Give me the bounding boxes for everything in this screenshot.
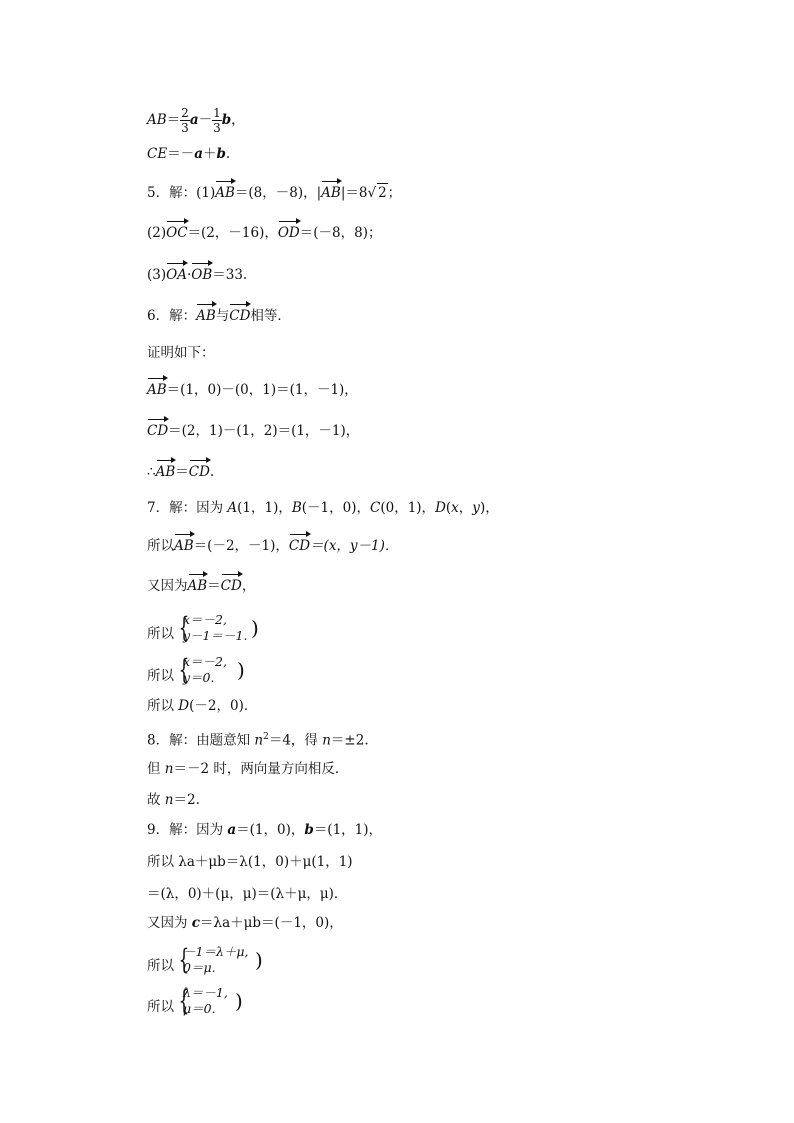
- frac-numerator: 2: [181, 106, 189, 120]
- system-rows: [183, 944, 248, 976]
- point-d: D: [178, 698, 190, 714]
- q8-text: ＝±2.: [330, 732, 369, 749]
- q7-head: 7．解：因为: [147, 500, 228, 516]
- eq-sign: ＝: [207, 578, 221, 594]
- system-row: λ＝－1,: [183, 985, 228, 1000]
- left-brace: {: [178, 984, 190, 1017]
- system-rows: [183, 612, 247, 644]
- q9-text: ＝(1，1)，: [313, 822, 383, 838]
- q5-2-head: (2): [147, 225, 167, 241]
- q7-text: )，: [479, 500, 499, 516]
- q8-line2: [147, 760, 348, 778]
- vector-b: b: [216, 146, 226, 162]
- system-lead: 所以: [147, 668, 174, 684]
- vector-ab: AB: [215, 185, 235, 201]
- q7-text: 又因为: [147, 578, 188, 594]
- q6-line3: [147, 463, 214, 481]
- vector-cd: CD: [220, 578, 242, 594]
- q7-text: (0，1)，: [380, 500, 436, 516]
- system-row: 0＝μ.: [183, 960, 216, 975]
- system-lead: 所以: [147, 999, 174, 1015]
- q8-text: 故: [147, 792, 165, 808]
- point-d: D: [435, 500, 446, 516]
- system-lead: 所以: [147, 958, 174, 974]
- q7-final-line: [147, 697, 257, 715]
- right-bracket: ): [235, 989, 243, 1013]
- q8-text: ＝－2 时，两向量方向相反．: [173, 761, 349, 777]
- vector-cd: CD: [188, 464, 210, 480]
- q7-text: ，: [458, 500, 473, 516]
- eq-sign: ＝: [175, 464, 189, 480]
- sqrt-radicand: 2: [378, 185, 387, 201]
- system-row: x＝－2,: [183, 612, 227, 627]
- q7-text: ＝(x，y－1)．: [310, 538, 399, 554]
- q6-line2: [147, 422, 359, 440]
- right-bracket: ): [237, 658, 245, 682]
- q6-line1: [147, 381, 358, 399]
- eq-ce-plus: ＋: [202, 146, 217, 162]
- vector-ab: AB: [187, 578, 208, 594]
- system-row: －1＝λ＋μ,: [183, 944, 249, 959]
- q9-head: 9．解：因为: [147, 822, 228, 838]
- var-y: y: [472, 500, 480, 516]
- var-n: n: [164, 761, 174, 777]
- eq-ce-end: .: [225, 146, 231, 162]
- eq-ce-lhs: CE: [147, 146, 168, 162]
- point-a: A: [227, 500, 238, 516]
- vector-b: b: [221, 112, 232, 128]
- q9-line2: 所以 λa＋μb＝λ(1，0)＋μ(1，1): [147, 854, 353, 870]
- q7-line2: [147, 537, 398, 555]
- q9-line4: [147, 914, 343, 932]
- vector-oa: OA: [166, 267, 187, 283]
- q7-text: ＝(－2，－1)，: [193, 538, 289, 554]
- vector-a: a: [194, 146, 203, 162]
- q5-3-text: ＝33.: [212, 267, 248, 283]
- q8-text: ＝2.: [173, 792, 200, 808]
- q5-2-text: ＝(2，－16)，: [187, 225, 278, 241]
- vector-a: a: [189, 112, 199, 128]
- q6-head: 6．解：: [147, 308, 197, 324]
- var-n: n: [254, 732, 264, 749]
- q7-line3: [147, 577, 255, 595]
- vector-ab: AB: [155, 464, 176, 480]
- q7-text: (－1，0)，: [301, 500, 370, 516]
- right-bracket: ): [251, 616, 259, 640]
- eq-ab-minus: －: [198, 112, 213, 128]
- left-brace: {: [178, 653, 190, 686]
- system-row: y＝0.: [183, 670, 215, 685]
- q7-text: 所以: [147, 698, 179, 714]
- q7-head-line: [147, 499, 499, 517]
- q7-text: (: [445, 500, 452, 516]
- q8-head: 8．解：由题意知: [147, 732, 255, 749]
- vector-b: b: [304, 822, 314, 838]
- q5-3-head: (3): [147, 267, 167, 283]
- q5-part2: [147, 224, 381, 242]
- system-row: x＝－2,: [183, 654, 227, 669]
- frac-denominator: 3: [181, 121, 189, 135]
- fraction-one-third: [212, 106, 222, 135]
- q5-text: ＝(8，－8)，|: [234, 185, 322, 201]
- system-row: μ＝0.: [183, 1001, 216, 1016]
- q9-head-line: [147, 821, 382, 839]
- eq-ab-eq: ＝: [166, 112, 181, 128]
- q8-text: ＝4，得: [268, 732, 323, 749]
- q7-text: (－2，0)．: [189, 698, 258, 714]
- q6-text: 相等．: [250, 308, 291, 324]
- q6-line1-text: ＝(1，0)－(0，1)＝(1，－1)，: [166, 382, 358, 398]
- q5-text: ；: [387, 185, 402, 201]
- q9-line3: ＝(λ，0)＋(μ，μ)＝(λ＋μ，μ)．: [147, 886, 348, 902]
- q8-line3: [147, 791, 200, 809]
- vector-cd: CD: [288, 538, 311, 554]
- q7-text: (1，1)，: [237, 500, 292, 516]
- q5-2-text: ＝(－8，8)；: [299, 225, 382, 241]
- eq-ce-rest: ＝－: [167, 146, 195, 162]
- system-lead: 所以: [147, 626, 174, 642]
- vector-ab: AB: [147, 382, 167, 398]
- frac-numerator: 1: [213, 106, 221, 120]
- q5-text: |＝8: [340, 185, 368, 201]
- left-brace: {: [178, 611, 190, 644]
- therefore-symbol: ∴: [147, 464, 156, 480]
- q9-text: ＝λa＋μb＝(－1，0)，: [200, 915, 343, 931]
- right-bracket: ): [255, 948, 263, 972]
- q5-part3: [147, 266, 247, 284]
- vector-cd: CD: [147, 423, 169, 439]
- system-rows: [183, 654, 227, 686]
- vector-ob: OB: [191, 267, 213, 283]
- q5-part1: [147, 183, 401, 202]
- var-n: n: [322, 732, 331, 749]
- q6-proof-line: 证明如下：: [147, 345, 215, 361]
- eq-ab-end: ，: [231, 112, 245, 128]
- eq-ab-line: [147, 106, 245, 135]
- q8-text: 但: [147, 761, 165, 777]
- point-b: B: [291, 500, 302, 516]
- exponent: 2: [263, 732, 269, 742]
- vector-ab: AB: [321, 185, 341, 201]
- point-c: C: [370, 500, 381, 516]
- left-brace: {: [178, 943, 190, 976]
- vector-ab: AB: [174, 538, 194, 554]
- q6-text: 与: [215, 308, 230, 324]
- q7-text: ，: [241, 578, 256, 594]
- q9-text: 又因为: [147, 915, 192, 931]
- q9-text: ＝(1，0)，: [236, 822, 305, 838]
- system-row: y－1＝－1.: [183, 628, 248, 643]
- vector-ab: AB: [196, 308, 216, 324]
- frac-denominator: 3: [213, 121, 221, 135]
- vector-c: c: [191, 915, 201, 931]
- sqrt-symbol: √: [367, 185, 377, 201]
- vector-oc: OC: [166, 225, 188, 241]
- q8-head-line: [147, 728, 369, 750]
- vector-cd: CD: [229, 308, 251, 324]
- q5-head: 5．解：(1): [147, 185, 216, 201]
- var-x: x: [451, 500, 459, 516]
- dot-operator: ·: [186, 267, 192, 283]
- eq-ab-lhs: AB: [147, 112, 167, 128]
- q6-line2-text: ＝(2，1)－(1，2)＝(1，－1)，: [168, 423, 360, 439]
- var-n: n: [164, 792, 174, 808]
- q7-text: 所以: [147, 538, 174, 554]
- q6-head-line: [147, 307, 291, 325]
- fraction-two-thirds: [180, 106, 190, 135]
- vector-od: OD: [277, 225, 300, 241]
- system-rows: [183, 985, 228, 1017]
- vector-a: a: [227, 822, 237, 838]
- period: .: [209, 464, 215, 480]
- eq-ce-line: [147, 145, 230, 163]
